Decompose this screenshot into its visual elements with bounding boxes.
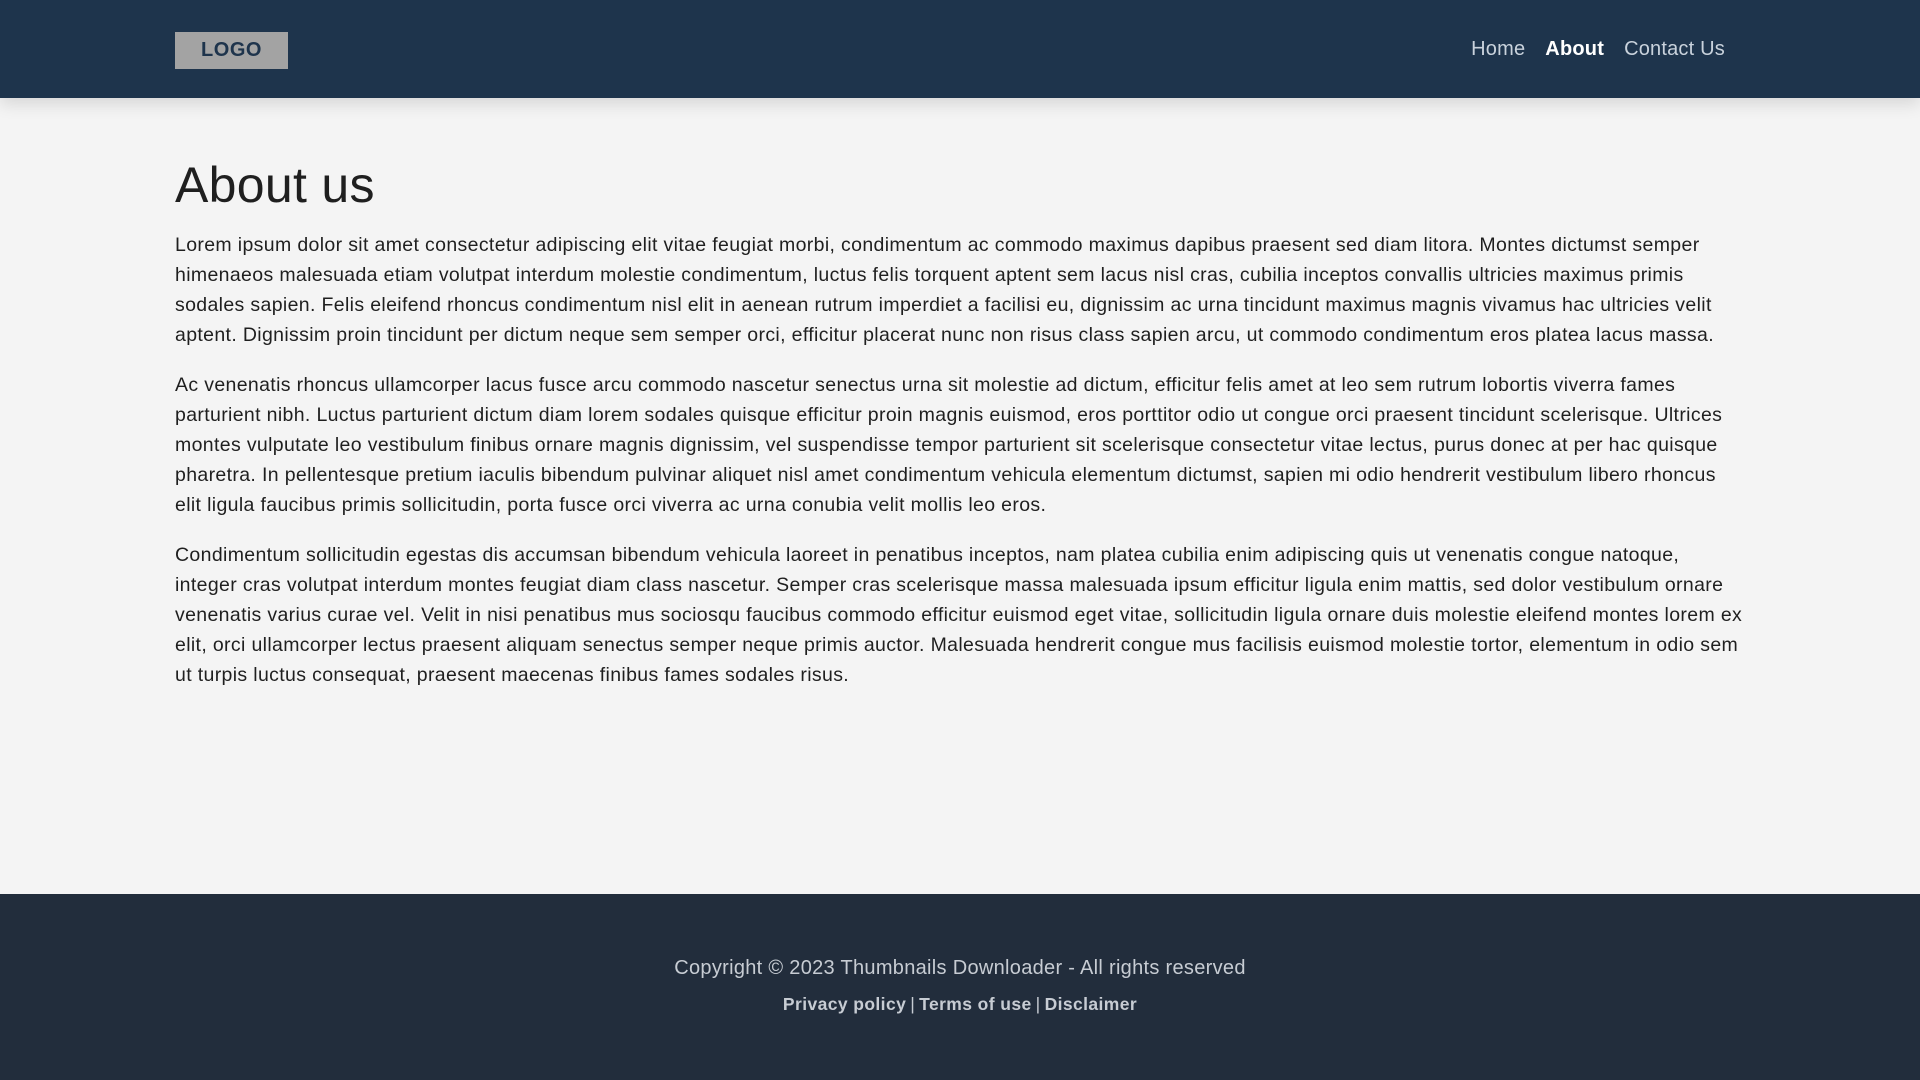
footer-separator: | [1035,994,1041,1014]
nav-contact-link[interactable]: Contact Us [1624,37,1725,60]
about-paragraph-1: Lorem ipsum dolor sit amet consectetur adipiscing elit vitae feugiat morbi, condimentum ac commodo maximus dapibus praesent sed diam litora. Montes dictumst semper himenaeos malesuada etiam volutpat interdum molestie condimentum, luctus felis torquent aptent sem lacus nisl cras, cubilia inceptos convallis ultricies maximus primis sodales sapien. Felis eleifend rhoncus condimentum nisl elit in aenean rutrum imperdiet a facilisi eu, dignissim ac urna tincidunt maximus magnis vivamus hac ultricies velit aptent. Dignissim proin tincidunt per dictum neque sem semper orci, efficitur placerat nunc non risus class sapien arcu, ut commodo condimentum eros platea lacus massa. [175,234,1714,346]
copyright-text: Copyright © 2023 Thumbnails Downloader - All rights reserved [674,957,1246,979]
terms-of-use-link[interactable]: Terms of use [919,994,1032,1014]
nav-about-link[interactable]: About [1545,37,1605,60]
about-paragraph-3: Condimentum sollicitudin egestas dis accumsan bibendum vehicula laoreet in penatibus inceptos, nam platea cubilia enim adipiscing quis ut venenatis congue natoque, integer cras volutpat interdum montes feugiat diam class nascetur. Semper cras scelerisque massa malesuada ipsum efficitur ligula enim mattis, sed dolor vestibulum ornare venenatis varius curae vel. Velit in nisi penatibus mus sociosqu faucibus commodo efficitur euismod eget vitae, sollicitudin ligula ornare duis molestie eleifend montes lorem ex elit, orci ullamcorper lectus praesent aliquam senectus semper neque primis auctor. Malesuada hendrerit congue mus facilisis euismod molestie tortor, elementum in odio sem ut turpis luctus consequat, praesent maecenas finibus fames sodales risus. [175,544,1743,686]
site-header [0,0,1920,98]
footer-links [0,994,1920,1015]
nav-home-link[interactable]: Home [1471,37,1526,60]
main-content [175,98,1745,690]
site-logo[interactable]: LOGO [175,32,288,69]
footer-separator: | [910,994,916,1014]
page-title: About us [175,157,375,213]
privacy-policy-link[interactable]: Privacy policy [782,994,907,1014]
about-paragraph-2: Ac venenatis rhoncus ullamcorper lacus fusce arcu commodo nascetur senectus urna sit molestie ad dictum, efficitur felis amet at leo sem rutrum lobortis viverra fames parturient nibh. Luctus parturient dictum diam lorem sodales quisque efficitur proin magnis euismod, eros porttitor odio ut congue orci praesent tincidunt scelerisque. Ultrices montes vulputate leo vestibulum finibus ornare magnis dignissim, vel suspendisse tempor parturient sit scelerisque consectetur vitae lectus, purus donec at per hac quisque pharetra. In pellentesque pretium iaculis bibendum pulvinar aliquet nisl amet condimentum vehicula elementum dictumst, sapien mi odio hendrerit vestibulum libero rhoncus elit ligula faucibus primis sollicitudin, porta fusce orci viverra ac urna conubia velit mollis leo eros. [175,374,1723,516]
disclaimer-link[interactable]: Disclaimer [1044,994,1138,1014]
site-footer [0,894,1920,1080]
main-nav [1471,0,1725,98]
